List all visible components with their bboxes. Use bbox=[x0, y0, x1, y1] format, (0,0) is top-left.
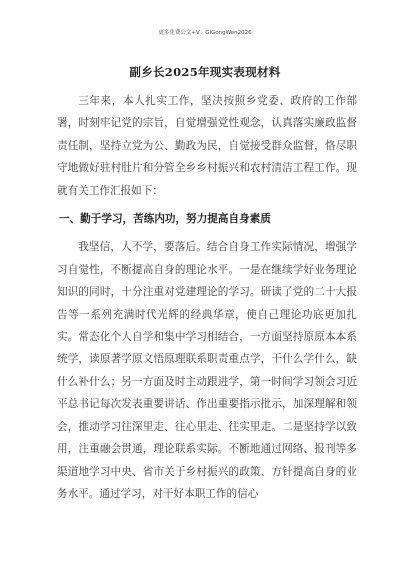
header-note: 更多免费公文+V：GiGongWen2026 bbox=[158, 30, 252, 36]
section-heading: 一、勤于学习，苦练内功，努力提高自身素质 bbox=[59, 213, 271, 226]
document-body bbox=[57, 90, 357, 505]
body-paragraph: 我坚信，人不学，要落后。结合自身工作实际情况，增强学习自觉性，不断提高自身的理论水平。一是在继续学好业务理论知识的同时，十分注重对党建理论的学习。研读了党的二十大报告等一系列充满时代光辉的经典华章，使自己理论功底更加扎实。常态化个人自学和集中学习相结合，一方面坚持原原本本系统学，读原著学原文悟原理联系职责重点学，干什么学什么，缺什么补什么；另一方面及时主动跟进学，第一时间学习领会习近平总书记每次发表重要讲话、作出重要指示批示，加深理解和领会，推动学习往深里走、往心里走、往实里走。二是坚持学以致用，注重融会贯通，理论联系实际。不断地通过网络、报刊等多渠道地学习中央、省市关于乡村振兴的政策、方针提高自身的业务水平。通过学习，对干好本职工作的信心 bbox=[57, 241, 357, 500]
document-title: 副乡长2025年现实表现材料 bbox=[129, 65, 281, 79]
intro-paragraph: 三年来，本人扎实工作，坚决按照乡党委、政府的工作部署，时刻牢记党的宗旨，自觉增强党性观念，认真落实廉政监督责任制，坚持立党为公、勤政为民，自觉接受群众监督，恪尽职守地做好驻村肚片和分管全乡乡村振兴和农村清洁工程工作。现就有关工作汇报如下： bbox=[57, 95, 357, 197]
